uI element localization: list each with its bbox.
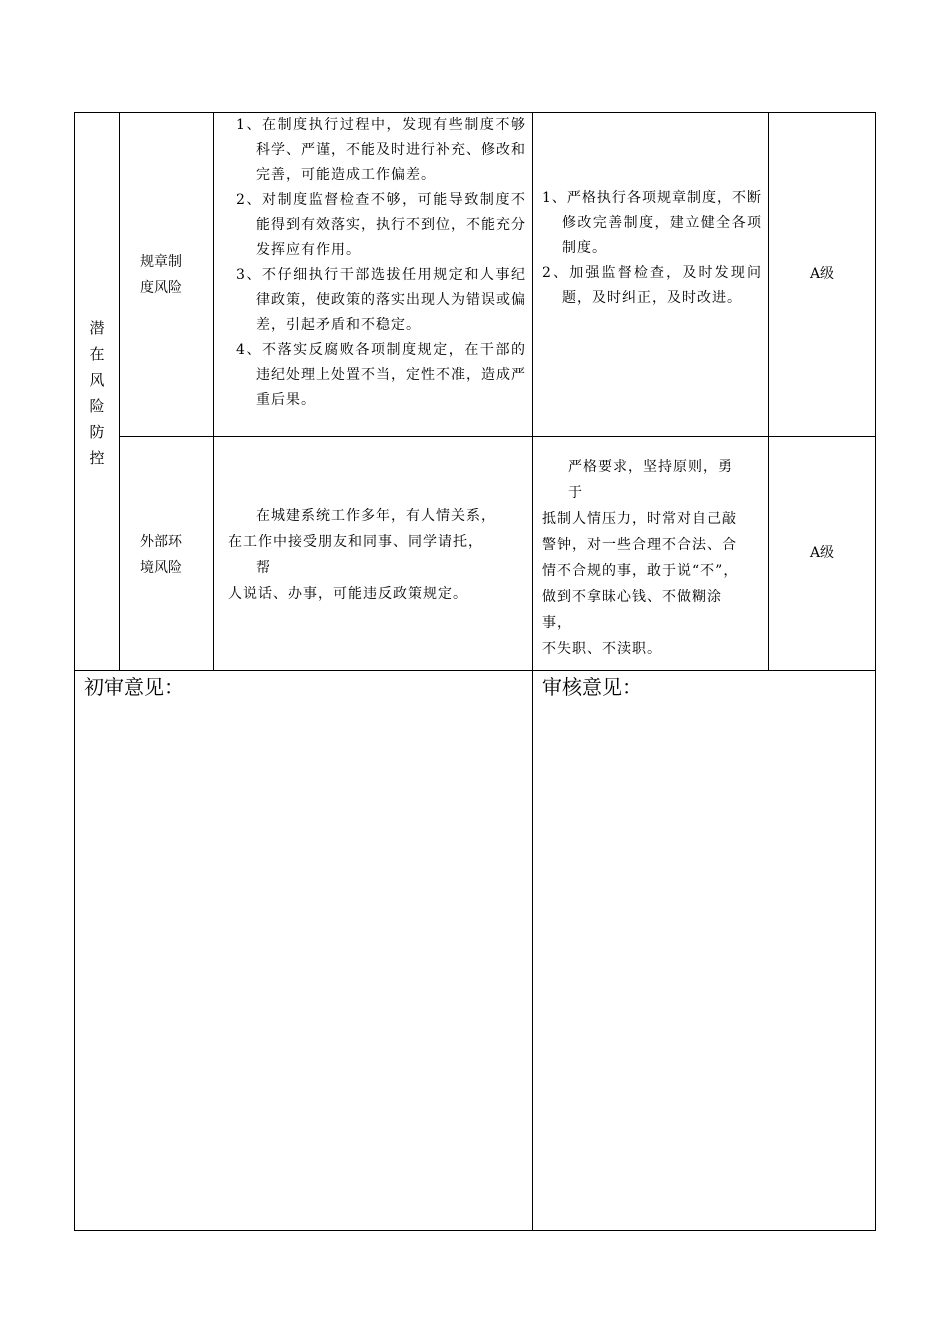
measure-item: 1、严格执行各项规章制度，不断修改完善制度，建立健全各项制度。 [542, 190, 762, 256]
measure-text-line: 事， [542, 615, 572, 631]
initial-review-label: 初审意见： [84, 675, 184, 699]
category-label-line: 外部环 [140, 534, 182, 550]
measure-text-line: 警钟，对一些合理不合法、合 [542, 537, 737, 553]
risk-item: 1、在制度执行过程中，发现有些制度不够科学、严谨，不能及时进行补充、修改和完善，可能造成工作偏差。 [236, 117, 526, 183]
measure-text-2 [542, 454, 766, 662]
category-label-2 [140, 529, 210, 581]
risk-list-1 [236, 113, 526, 413]
measure-text-line: 抵制人情压力，时常对自己敲 [542, 511, 737, 527]
audit-review-label: 审核意见： [542, 675, 642, 699]
level-label-1: A级 [809, 266, 835, 282]
measure-item: 2、加强监督检查，及时发现问题，及时纠正，及时改进。 [542, 265, 762, 306]
risk-text-line: 在工作中接受朋友和同事、同学请托， [228, 534, 483, 550]
section-label [82, 315, 112, 471]
section-label-char: 防 [89, 423, 105, 441]
risk-text-line: 帮 [256, 560, 271, 576]
category-label-line: 规章制 [140, 254, 182, 270]
measure-text-line: 不失职、不渎职。 [542, 641, 662, 657]
audit-review-cell [532, 670, 876, 1231]
risk-text-line: 人说话、办事，可能违反政策规定。 [228, 586, 468, 602]
section-label-char: 在 [89, 345, 105, 363]
risk-item: 3、不仔细执行干部选拔任用规定和人事纪律政策，使政策的落实出现人为错误或偏差，引起矛盾和不稳定。 [236, 267, 526, 333]
risk-item: 2、对制度监督检查不够，可能导致制度不能得到有效落实，执行不到位，不能充分发挥应有作用。 [236, 192, 526, 258]
measure-text-line: 做到不拿昧心钱、不做糊涂 [542, 589, 722, 605]
measure-text-line: 于 [568, 485, 583, 501]
initial-review-cell [74, 670, 533, 1231]
section-label-char: 风 [89, 371, 105, 389]
measure-text-line: 情不合规的事，敢于说“不”， [542, 563, 739, 579]
level-label-2: A级 [809, 545, 835, 561]
measure-text-line: 严格要求，坚持原则，勇 [568, 459, 733, 475]
risk-text-line: 在城建系统工作多年，有人情关系， [256, 508, 496, 524]
risk-text-2 [228, 503, 528, 607]
category-label-line: 境风险 [140, 560, 182, 576]
section-label-char: 潜 [89, 319, 105, 337]
risk-item: 4、不落实反腐败各项制度规定，在干部的违纪处理上处置不当，定性不准，造成严重后果。 [236, 342, 526, 408]
category-label-line: 度风险 [140, 280, 182, 296]
section-label-char: 控 [89, 449, 105, 467]
section-label-char: 险 [89, 397, 105, 415]
category-label-1 [140, 249, 210, 301]
measure-list-1 [542, 186, 762, 311]
